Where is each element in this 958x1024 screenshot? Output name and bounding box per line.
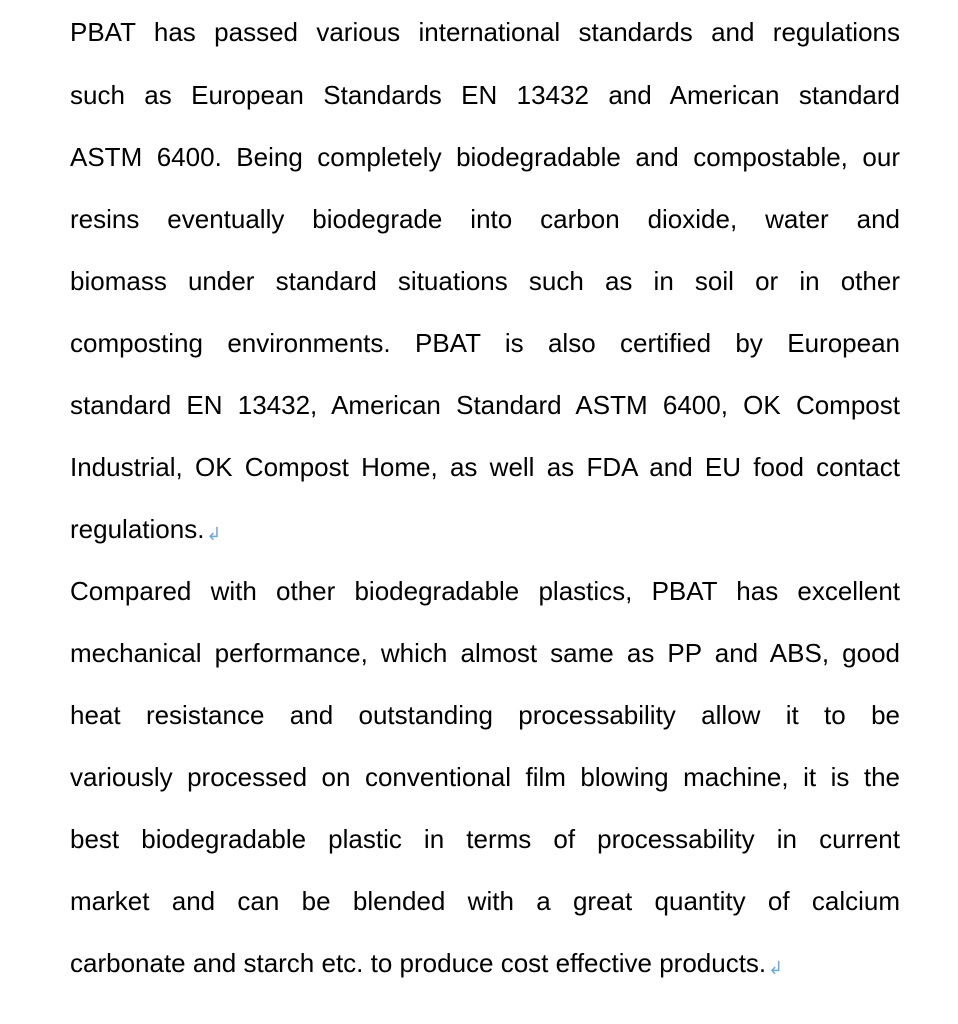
text-line: ASTM 6400. Being completely biodegradable and compostable, our xyxy=(70,142,900,172)
text-line: composting environments. PBAT is also certified by European xyxy=(70,328,900,358)
text-line: market and can be blended with a great quantity of calcium xyxy=(70,886,900,916)
text-line: heat resistance and outstanding processability allow it to be xyxy=(70,700,900,730)
text-line: biomass under standard situations such as in soil or in other xyxy=(70,266,900,296)
text-line: Industrial, OK Compost Home, as well as FDA and EU food contact xyxy=(70,452,900,482)
text-line-content: carbonate and starch etc. to produce cost effective products. xyxy=(70,948,767,978)
text-line: resins eventually biodegrade into carbon dioxide, water and xyxy=(70,204,900,234)
text-line: standard EN 13432, American Standard ASTM 6400, OK Compost xyxy=(70,390,900,420)
text-line-last xyxy=(70,498,900,560)
paragraph-mark-icon: ↲ xyxy=(768,958,784,978)
document-page xyxy=(70,0,900,994)
paragraph-1 xyxy=(70,0,900,560)
text-line-content: regulations. xyxy=(70,514,205,544)
text-line: mechanical performance, which almost same as PP and ABS, good xyxy=(70,638,900,668)
text-line: best biodegradable plastic in terms of processability in current xyxy=(70,824,900,854)
text-line-last xyxy=(70,932,900,994)
text-line: PBAT has passed various international standards and regulations xyxy=(70,17,900,47)
text-line: Compared with other biodegradable plastics, PBAT has excellent xyxy=(70,576,900,606)
paragraph-2 xyxy=(70,560,900,994)
text-line: such as European Standards EN 13432 and American standard xyxy=(70,80,900,110)
text-line: variously processed on conventional film blowing machine, it is the xyxy=(70,762,900,792)
paragraph-mark-icon: ↲ xyxy=(206,524,222,544)
